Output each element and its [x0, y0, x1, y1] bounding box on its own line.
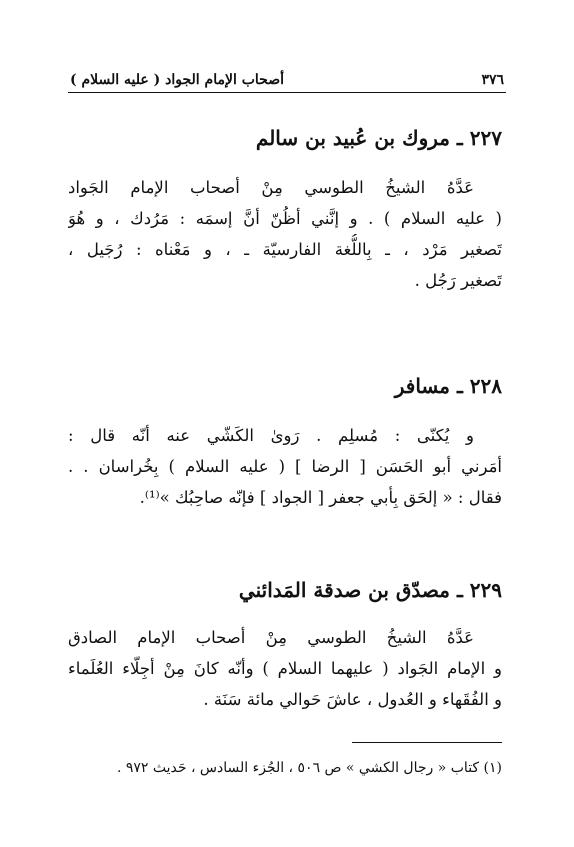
header-rule: [68, 92, 506, 93]
text-line: ( عليه السلام ) . و إنَّني أظُنّ أنَّ إسمَه : مَرُدك ، و هُوَ: [68, 209, 502, 228]
entry-title: ٢٢٧ ـ مروك بن عُبيد بن سالم: [255, 126, 502, 150]
footnote: (١) كتاب « رجال الكشي » ص ٥٠٦ ، الجُزء السادس ، حَديث ٩٧٢ .: [116, 760, 502, 776]
text-line: عَدَّهُ الشيخُ الطوسي مِنْ أصحاب الإمام الصادق: [68, 628, 474, 647]
text-line: و يُكنّى : مُسلِم . رَوىٰ الكَشّي عنه أنّه قال :: [68, 426, 474, 445]
page-header: [70, 66, 504, 88]
entry-text: [68, 172, 502, 296]
running-title: أصحاب الإمام الجواد ( عليه السلام ): [70, 72, 284, 88]
text-line: تَصغير مَرْد ، ـ بِاللُّغة الفارسيّة ـ ، و مَعْناه : رُجَيل ،: [68, 240, 502, 259]
text-line: و الإمام الجَواد ( عليهما السلام ) وأنّه كانَ مِنْ أجِلّاء العُلَماء: [68, 659, 502, 678]
entry-text: [68, 420, 502, 513]
entry-title: ٢٢٨ ـ مسافر: [394, 374, 502, 398]
text-line: و الفُقَهاء و العُدول ، عاشَ حَوالي مائة سَنَة .: [203, 690, 502, 709]
text-line: تَصغير رَجُل .: [414, 271, 502, 290]
text-line: أمَرني أبو الحَسَن [ الرضا ] ( عليه السلام ) بِخُراسان . .: [68, 457, 502, 476]
page-number: ٣٧٦: [481, 72, 504, 88]
text-line: عَدَّهُ الشيخُ الطوسي مِنْ أصحاب الإمام الجَواد: [68, 178, 474, 197]
footnote-rule: [352, 742, 502, 743]
entry-title: ٢٢٩ ـ مصدّق بن صدقة المَدائني: [238, 578, 502, 602]
entry-text: [68, 622, 502, 715]
text-line: فقال : « إلحَق بِأبي جعفر [ الجواد ] فإنّه صاحِبُك »⁽¹⁾.: [139, 488, 502, 507]
